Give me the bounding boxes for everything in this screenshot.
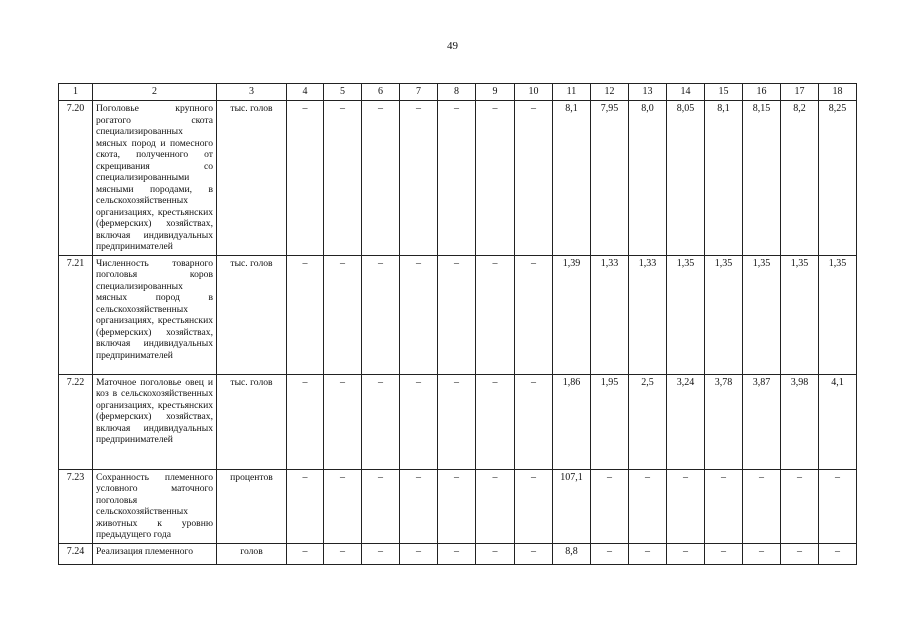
value-cell: – <box>476 374 515 469</box>
value-cell: 8,15 <box>743 101 781 256</box>
value-cell: – <box>515 374 553 469</box>
column-header-5: 5 <box>324 84 362 101</box>
unit-of-measure: процентов <box>217 469 287 543</box>
column-header-13: 13 <box>629 84 667 101</box>
value-cell: 3,78 <box>705 374 743 469</box>
value-cell: 1,33 <box>591 255 629 374</box>
value-cell: 8,25 <box>819 101 857 256</box>
table-row <box>59 469 857 543</box>
value-cell: – <box>591 543 629 564</box>
column-header-12: 12 <box>591 84 629 101</box>
value-cell: 1,35 <box>781 255 819 374</box>
value-cell: – <box>438 101 476 256</box>
value-cell: – <box>400 469 438 543</box>
column-header-2: 2 <box>93 84 217 101</box>
header-row <box>59 84 857 101</box>
value-cell: – <box>705 543 743 564</box>
value-cell: – <box>515 543 553 564</box>
value-cell: – <box>438 469 476 543</box>
value-cell: – <box>743 543 781 564</box>
column-header-1: 1 <box>59 84 93 101</box>
value-cell: – <box>324 255 362 374</box>
column-header-11: 11 <box>553 84 591 101</box>
value-cell: – <box>781 469 819 543</box>
value-cell: 8,1 <box>705 101 743 256</box>
table-row <box>59 255 857 374</box>
value-cell: – <box>515 255 553 374</box>
value-cell: 3,98 <box>781 374 819 469</box>
value-cell: 4,1 <box>819 374 857 469</box>
value-cell: – <box>781 543 819 564</box>
value-cell: 1,33 <box>629 255 667 374</box>
table-row <box>59 101 857 256</box>
page-number: 49 <box>447 40 458 52</box>
value-cell: 1,95 <box>591 374 629 469</box>
value-cell: 3,87 <box>743 374 781 469</box>
value-cell: 8,8 <box>553 543 591 564</box>
column-header-10: 10 <box>515 84 553 101</box>
value-cell: – <box>287 543 324 564</box>
value-cell: – <box>667 469 705 543</box>
column-header-6: 6 <box>362 84 400 101</box>
value-cell: – <box>819 543 857 564</box>
unit-of-measure: тыс. голов <box>217 101 287 256</box>
value-cell: – <box>362 543 400 564</box>
value-cell: – <box>324 469 362 543</box>
row-number: 7.20 <box>59 101 93 256</box>
indicator-description: Маточное поголовье овец и коз в сельскохозяйственных организациях, крестьянских (фермерских) хозяйствах, включая индивидуальных предпринимателей <box>93 374 217 469</box>
value-cell: – <box>515 469 553 543</box>
value-cell: – <box>743 469 781 543</box>
indicator-description: Поголовье крупного рогатого скота специализированных мясных пород и помесного скота, полученного от скрещивания со специализированными мясными породами, в сельскохозяйственных организациях, крестьянских (фермерских) хозяйствах, включая индивидуальных предпринимателей <box>93 101 217 256</box>
value-cell: – <box>362 255 400 374</box>
value-cell: – <box>819 469 857 543</box>
column-header-14: 14 <box>667 84 705 101</box>
column-header-4: 4 <box>287 84 324 101</box>
value-cell: – <box>287 255 324 374</box>
value-cell: – <box>438 255 476 374</box>
value-cell: – <box>324 374 362 469</box>
indicator-description: Численность товарного поголовья коров специализированных мясных пород в сельскохозяйственных организациях, крестьянских (фермерских) хозяйствах, включая индивидуальных предпринимателей <box>93 255 217 374</box>
value-cell: – <box>324 101 362 256</box>
value-cell: – <box>362 374 400 469</box>
value-cell: – <box>476 101 515 256</box>
column-header-16: 16 <box>743 84 781 101</box>
value-cell: – <box>362 469 400 543</box>
value-cell: 1,35 <box>819 255 857 374</box>
column-header-9: 9 <box>476 84 515 101</box>
column-header-15: 15 <box>705 84 743 101</box>
column-header-7: 7 <box>400 84 438 101</box>
value-cell: – <box>705 469 743 543</box>
value-cell: – <box>515 101 553 256</box>
value-cell: – <box>438 543 476 564</box>
value-cell: 1,86 <box>553 374 591 469</box>
value-cell: – <box>400 255 438 374</box>
value-cell: – <box>324 543 362 564</box>
column-header-8: 8 <box>438 84 476 101</box>
value-cell: – <box>438 374 476 469</box>
value-cell: – <box>476 543 515 564</box>
indicator-description: Реализация племенного <box>93 543 217 564</box>
value-cell: – <box>591 469 629 543</box>
row-number: 7.22 <box>59 374 93 469</box>
value-cell: – <box>476 255 515 374</box>
value-cell: 8,1 <box>553 101 591 256</box>
value-cell: – <box>287 374 324 469</box>
value-cell: – <box>667 543 705 564</box>
value-cell: – <box>287 101 324 256</box>
table-row <box>59 374 857 469</box>
value-cell: 1,35 <box>743 255 781 374</box>
value-cell: 7,95 <box>591 101 629 256</box>
unit-of-measure: тыс. голов <box>217 374 287 469</box>
value-cell: – <box>287 469 324 543</box>
value-cell: 8,05 <box>667 101 705 256</box>
value-cell: – <box>362 101 400 256</box>
value-cell: 1,39 <box>553 255 591 374</box>
value-cell: 8,0 <box>629 101 667 256</box>
value-cell: – <box>476 469 515 543</box>
column-header-18: 18 <box>819 84 857 101</box>
row-number: 7.23 <box>59 469 93 543</box>
value-cell: – <box>400 101 438 256</box>
value-cell: – <box>400 543 438 564</box>
table-row <box>59 543 857 564</box>
value-cell: – <box>629 543 667 564</box>
value-cell: – <box>629 469 667 543</box>
row-number: 7.24 <box>59 543 93 564</box>
value-cell: – <box>400 374 438 469</box>
row-number: 7.21 <box>59 255 93 374</box>
indicators-table <box>58 83 857 565</box>
value-cell: 2,5 <box>629 374 667 469</box>
unit-of-measure: тыс. голов <box>217 255 287 374</box>
column-header-17: 17 <box>781 84 819 101</box>
value-cell: 107,1 <box>553 469 591 543</box>
unit-of-measure: голов <box>217 543 287 564</box>
column-header-3: 3 <box>217 84 287 101</box>
value-cell: 1,35 <box>667 255 705 374</box>
value-cell: 8,2 <box>781 101 819 256</box>
value-cell: 1,35 <box>705 255 743 374</box>
value-cell: 3,24 <box>667 374 705 469</box>
indicator-description: Сохранность племенного условного маточного поголовья сельскохозяйственных животных к уровню предыдущего года <box>93 469 217 543</box>
